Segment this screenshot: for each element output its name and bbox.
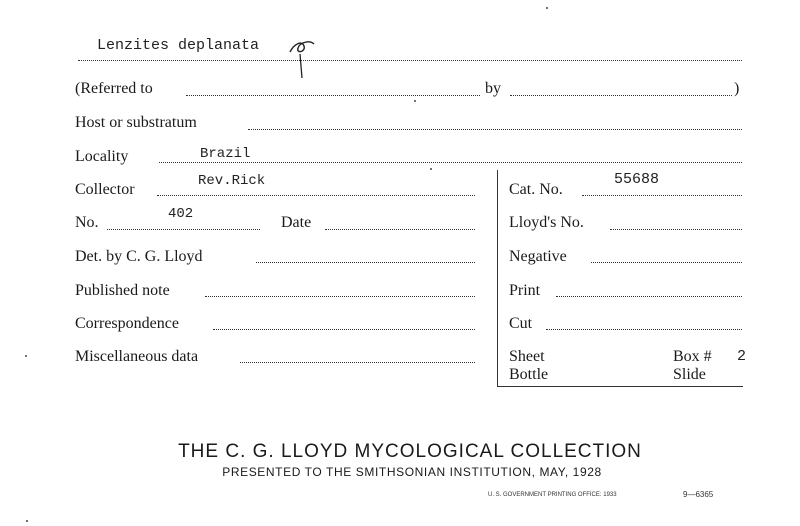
det-by-label: Det. by C. G. Lloyd: [75, 248, 203, 265]
negative-dotted-line: [591, 262, 742, 263]
box-value: 2: [737, 348, 747, 365]
collection-title: THE C. G. LLOYD MYCOLOGICAL COLLECTION: [178, 441, 642, 462]
published-note-label: Published note: [75, 282, 170, 299]
referred-to-dotted-line: [186, 95, 480, 96]
locality-dotted-line: [159, 162, 742, 163]
cut-label: Cut: [509, 315, 533, 332]
print-label: Print: [509, 282, 541, 299]
box-label: Box #: [673, 348, 712, 365]
cut-dotted-line: [546, 329, 742, 330]
right-panel-bottom: [497, 386, 743, 387]
date-label: Date: [281, 214, 312, 231]
cat-no-label: Cat. No.: [509, 181, 563, 198]
host-label: Host or substratum: [75, 114, 197, 131]
no-value: 402: [168, 206, 194, 222]
referred-to-label: (Referred to: [75, 80, 153, 97]
species-name: Lenzites deplanata: [97, 37, 260, 54]
correspondence-label: Correspondence: [75, 315, 179, 332]
cat-no-dotted-line: [582, 195, 742, 196]
bottle-label: Bottle: [509, 366, 549, 383]
form-number: 9—6365: [683, 490, 714, 499]
scan-speck: [430, 168, 432, 170]
print-dotted-line: [556, 296, 742, 297]
handwritten-check-mark: [284, 30, 318, 80]
slide-label: Slide: [673, 366, 706, 383]
det-by-dotted-line: [256, 262, 475, 263]
misc-label: Miscellaneous data: [75, 348, 199, 365]
negative-label: Negative: [509, 248, 567, 265]
sheet-label: Sheet: [509, 348, 545, 365]
scan-speck: [26, 520, 28, 522]
by-dotted-line: [510, 95, 732, 96]
species-dotted-line: [78, 60, 742, 61]
collector-label: Collector: [75, 181, 135, 198]
locality-label: Locality: [75, 148, 129, 165]
close-paren: ): [734, 80, 740, 97]
locality-value: Brazil: [200, 146, 251, 162]
no-dotted-line: [107, 229, 260, 230]
right-panel-border: [497, 170, 498, 386]
no-label: No.: [75, 214, 99, 231]
lloyds-no-label: Lloyd's No.: [509, 214, 584, 231]
collector-dotted-line: [157, 195, 475, 196]
cat-no-value: 55688: [614, 171, 660, 188]
scan-speck: [25, 355, 27, 357]
published-note-dotted-line: [205, 296, 475, 297]
collector-value: Rev.Rick: [198, 173, 266, 189]
host-dotted-line: [248, 129, 742, 130]
collection-subtitle: PRESENTED TO THE SMITHSONIAN INSTITUTION, MAY, 1928: [222, 465, 602, 479]
printing-office-note: U. S. GOVERNMENT PRINTING OFFICE: 1933: [488, 492, 617, 498]
lloyds-no-dotted-line: [610, 229, 742, 230]
scan-speck: [414, 100, 416, 102]
scan-speck: [546, 7, 548, 9]
correspondence-dotted-line: [213, 329, 475, 330]
by-label: by: [485, 80, 501, 97]
misc-dotted-line: [240, 362, 475, 363]
date-dotted-line: [325, 229, 475, 230]
